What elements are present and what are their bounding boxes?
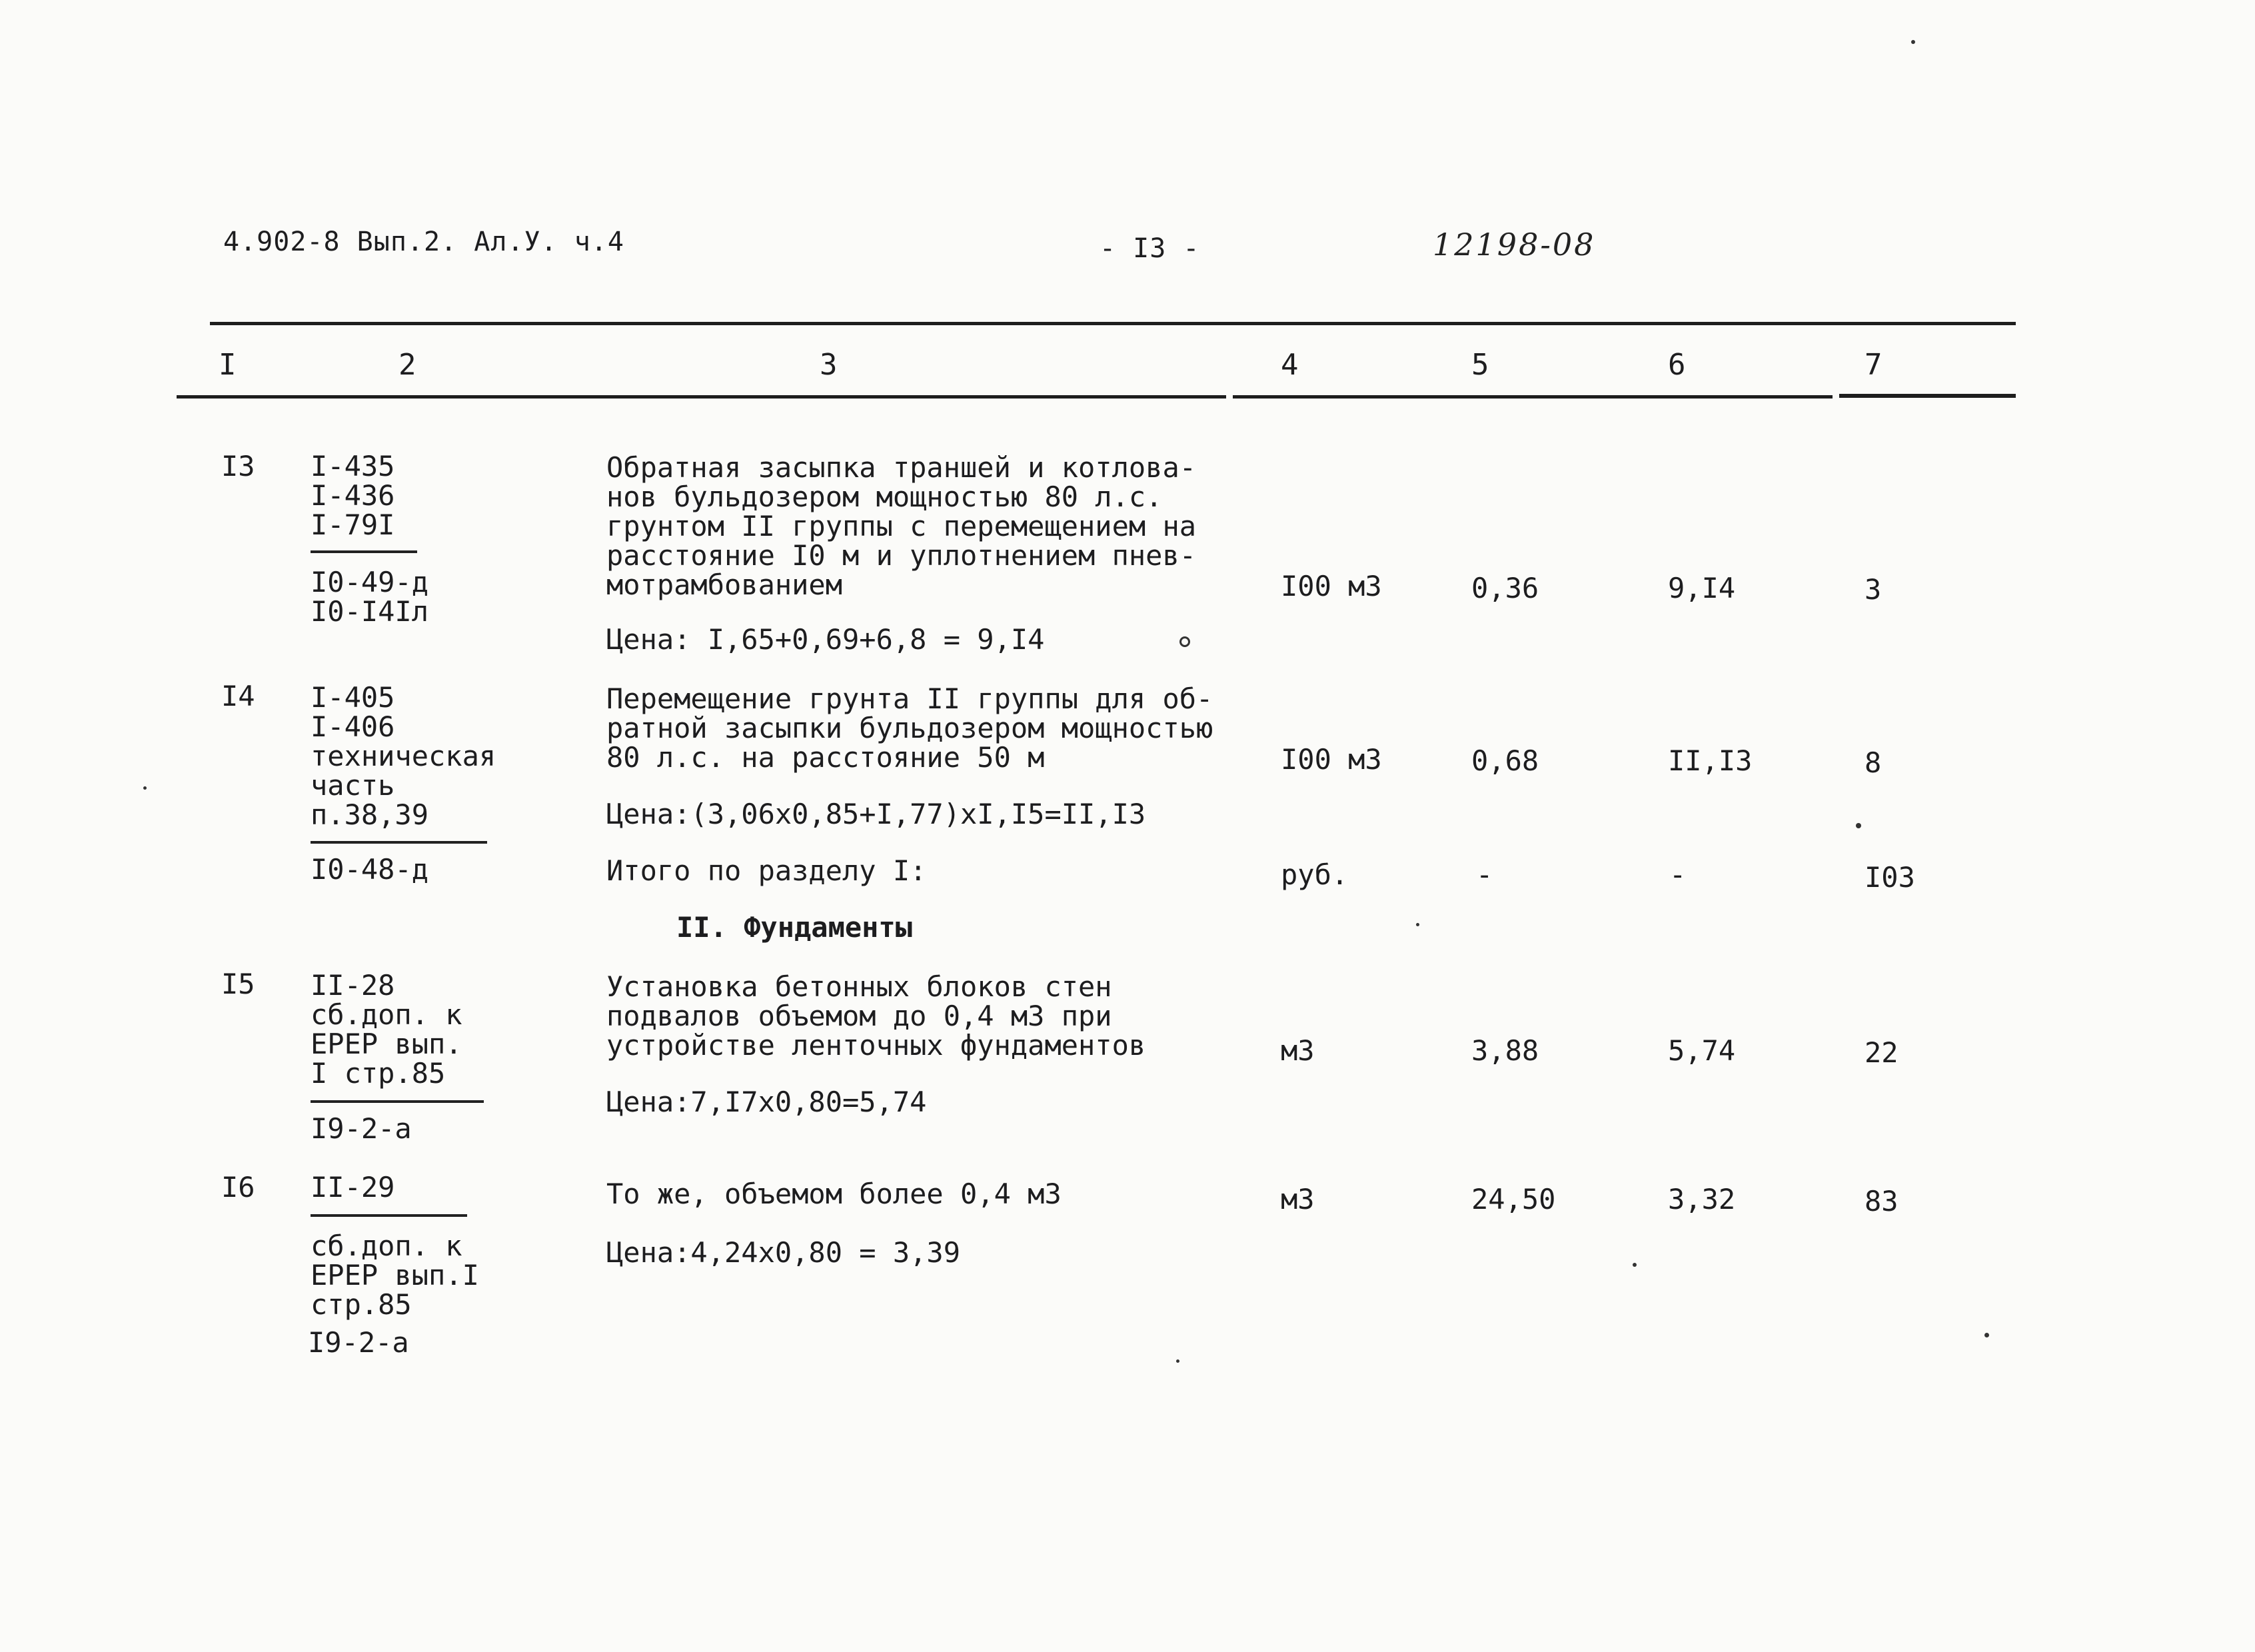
total-cost: 8 — [1865, 746, 1882, 779]
row-number: I6 — [221, 1171, 255, 1204]
code-divider — [311, 841, 487, 844]
norm-code: I-406 — [311, 710, 395, 743]
unit: I00 м3 — [1281, 570, 1382, 602]
subtotal-label: Итого по разделу I: — [606, 854, 927, 887]
total-cost: 22 — [1865, 1036, 1898, 1069]
price-code: I0-49-д — [311, 566, 429, 598]
quantity: 24,50 — [1471, 1183, 1556, 1216]
norm-code: ЕРЕР вып.I — [311, 1259, 479, 1291]
scan-speck — [1984, 1333, 1989, 1337]
code-divider — [311, 1100, 484, 1103]
quantity: 0,36 — [1471, 572, 1539, 604]
column-number-3: 3 — [820, 348, 838, 382]
norm-code: сб.доп. к — [311, 1230, 462, 1262]
norm-code: II-29 — [311, 1171, 395, 1204]
code-divider — [311, 550, 417, 553]
column-number-7: 7 — [1865, 348, 1882, 382]
norm-code: техническая — [311, 740, 496, 772]
subtotal-value: I03 — [1865, 861, 1915, 894]
price-calculation: Цена:(3,06x0,85+I,77)xI,I5=II,I3 — [606, 798, 1146, 830]
norm-code: I-436 — [311, 479, 395, 512]
unit: I00 м3 — [1281, 743, 1382, 776]
norm-code: II-28 — [311, 969, 395, 1002]
quantity: 0,68 — [1471, 744, 1539, 777]
norm-code: сб.доп. к — [311, 998, 462, 1031]
price-calculation: Цена:7,I7x0,80=5,74 — [606, 1086, 927, 1118]
row-number: I5 — [221, 968, 255, 1000]
header-rule-mid — [1233, 395, 1833, 399]
price-code: I9-2-а — [311, 1112, 412, 1145]
work-description: То же, объемом более 0,4 м3 — [606, 1178, 1062, 1210]
norm-code: часть — [311, 769, 395, 802]
total-cost: 83 — [1865, 1185, 1898, 1218]
unit-price: 3,32 — [1668, 1183, 1736, 1216]
price-code: I0-48-д — [311, 853, 429, 886]
column-number-4: 4 — [1281, 348, 1299, 382]
page-number: - I3 - — [1100, 233, 1200, 264]
price-calculation: Цена: I,65+0,69+6,8 = 9,I4 — [606, 623, 1045, 656]
scan-speck — [1633, 1263, 1637, 1267]
row-number: I3 — [221, 450, 255, 482]
quantity: - — [1476, 858, 1493, 891]
price-code: I0-I4Iл — [311, 595, 429, 628]
norm-code: п.38,39 — [311, 798, 429, 831]
unit-price: 5,74 — [1668, 1034, 1736, 1067]
norm-code: стр.85 — [311, 1288, 412, 1321]
work-description: Установка бетонных блоков стен подвалов объемом до 0,4 м3 при устройстве ленточных фундаментов — [606, 970, 1146, 1062]
document-reference: 4.902-8 Вып.2. Ал.У. ч.4 — [223, 227, 624, 257]
quantity: 3,88 — [1471, 1034, 1539, 1067]
norm-code: I-79I — [311, 508, 395, 541]
total-cost: 3 — [1865, 573, 1882, 606]
norm-code: I стр.85 — [311, 1057, 446, 1090]
price-calculation: Цена:4,24x0,80 = 3,39 — [606, 1236, 961, 1269]
norm-code: ЕРЕР вып. — [311, 1028, 462, 1060]
header-rule-left — [177, 395, 1226, 399]
column-number-2: 2 — [398, 348, 416, 382]
section-title: II. Фундаменты — [676, 911, 913, 944]
norm-code: I-405 — [311, 681, 395, 714]
unit-price: - — [1669, 858, 1687, 891]
unit: руб. — [1281, 858, 1349, 891]
scan-speck — [1176, 1359, 1179, 1363]
price-code: I9-2-а — [308, 1326, 409, 1359]
handwritten-number: 12198-08 — [1433, 227, 1596, 263]
column-number-1: I — [219, 348, 237, 382]
code-divider — [311, 1214, 467, 1217]
scan-speck — [143, 786, 147, 790]
unit: м3 — [1281, 1183, 1315, 1216]
unit-price: II,I3 — [1668, 744, 1753, 777]
unit: м3 — [1281, 1034, 1315, 1067]
column-number-5: 5 — [1471, 348, 1489, 382]
norm-code: I-435 — [311, 450, 395, 482]
header-rule-right — [1839, 394, 2016, 398]
scan-speck — [1911, 40, 1915, 44]
work-description: Обратная засыпка траншей и котлова- нов бульдозером мощностью 80 л.с. грунтом II группы с перемещением на расстояние I0 м и уплотнением пнев- мотрамбованием — [606, 451, 1197, 601]
scan-speck — [1179, 636, 1190, 647]
scan-speck — [1856, 823, 1861, 828]
work-description: Перемещение грунта II группы для об- ратной засыпки бульдозером мощностью 80 л.с. на расстояние 50 м — [606, 682, 1213, 774]
column-number-6: 6 — [1668, 348, 1686, 382]
top-rule — [210, 322, 2016, 325]
scan-speck — [1416, 923, 1419, 926]
unit-price: 9,I4 — [1668, 572, 1736, 604]
row-number: I4 — [221, 680, 255, 712]
